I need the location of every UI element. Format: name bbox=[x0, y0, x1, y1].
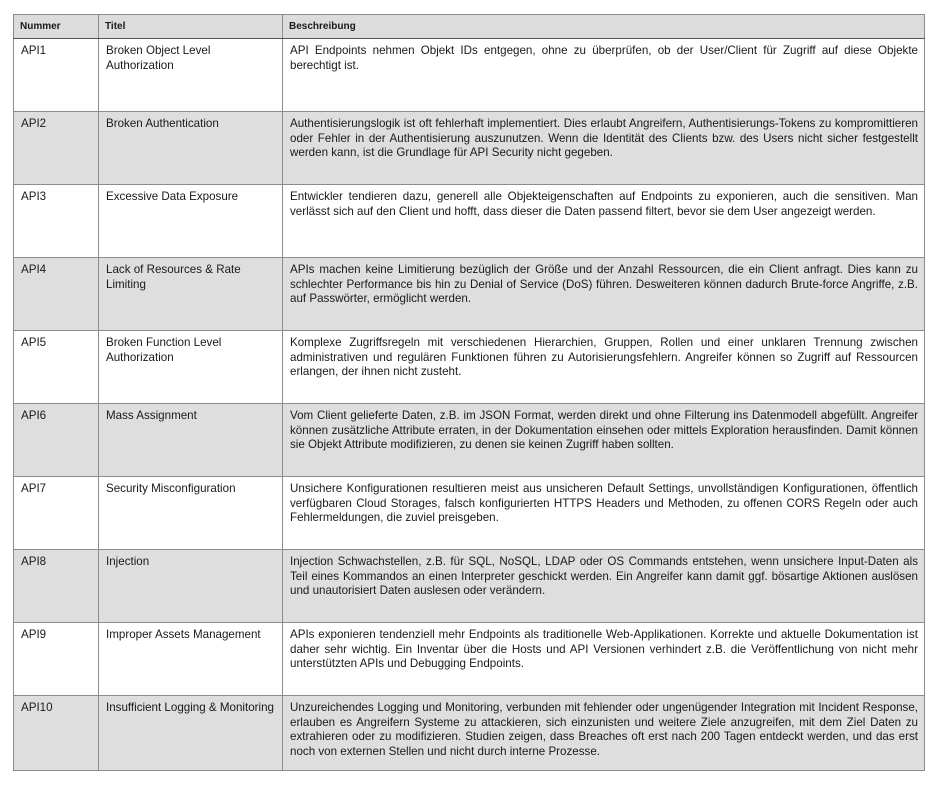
row-description: API Endpoints nehmen Objekt IDs entgegen, ohne zu überprüfen, ob der User/Client für Zugriff auf diese Objekte berechtigt ist. bbox=[283, 39, 925, 112]
row-description: APIs machen keine Limitierung bezüglich der Größe und der Anzahl Ressourcen, die ein Client anfragt. Dies kann zu schlechter Performance bis hin zu Denial of Service (DoS) führen. Desweiteren können dadurch Brute-force Angriffe, z.B. auf Passwörter, ermöglicht werden. bbox=[283, 258, 925, 331]
table-row bbox=[14, 550, 925, 623]
row-title: Injection bbox=[99, 550, 283, 623]
table-header bbox=[14, 15, 925, 39]
row-description: Komplexe Zugriffsregeln mit verschiedenen Hierarchien, Gruppen, Rollen und einer unklaren Trennung zwischen administrativen und regulären Funktionen führen zu Autorisierungsfehlern. Angreifer können so Zugriff auf Ressourcen erlangen, der ihnen nicht zusteht. bbox=[283, 331, 925, 404]
table-row bbox=[14, 696, 925, 771]
row-number: API3 bbox=[14, 185, 99, 258]
row-title: Broken Authentication bbox=[99, 112, 283, 185]
header-row bbox=[14, 15, 925, 39]
row-title: Mass Assignment bbox=[99, 404, 283, 477]
row-number: API1 bbox=[14, 39, 99, 112]
header-number: Nummer bbox=[14, 15, 99, 39]
row-title: Broken Object Level Authorization bbox=[99, 39, 283, 112]
header-title: Titel bbox=[99, 15, 283, 39]
api-risk-table-container bbox=[13, 14, 924, 771]
table-body bbox=[14, 39, 925, 771]
table-row bbox=[14, 258, 925, 331]
row-number: API9 bbox=[14, 623, 99, 696]
row-title: Insufficient Logging & Monitoring bbox=[99, 696, 283, 771]
row-number: API7 bbox=[14, 477, 99, 550]
row-number: API2 bbox=[14, 112, 99, 185]
row-description: Unsichere Konfigurationen resultieren meist aus unsicheren Default Settings, unvollständigen Konfigurationen, öffentlich verfügbaren Cloud Storages, falsch konfigurierten HTTPS Headers und Methoden, zu offenen CORS Regeln oder auch Fehlermeldungen, die zuviel preisgeben. bbox=[283, 477, 925, 550]
row-number: API5 bbox=[14, 331, 99, 404]
table-row bbox=[14, 623, 925, 696]
row-number: API6 bbox=[14, 404, 99, 477]
row-description: Entwickler tendieren dazu, generell alle Objekteigenschaften auf Endpoints zu exponieren, auch die sensitiven. Man verlässt sich auf den Client und hofft, dass dieser die Daten passend filtert, bevor sie dem User angezeigt werden. bbox=[283, 185, 925, 258]
table-row bbox=[14, 331, 925, 404]
row-description: Vom Client gelieferte Daten, z.B. im JSON Format, werden direkt und ohne Filterung ins Datenmodell abgefüllt. Angreifer können zusätzliche Attribute erraten, in der Dokumentation einsehen oder mittels Exploration herausfinden. Damit können sie Objekt Attribute modifizieren, zu denen sie keinen Zugriff haben sollten. bbox=[283, 404, 925, 477]
table-row bbox=[14, 404, 925, 477]
row-title: Security Misconfiguration bbox=[99, 477, 283, 550]
table-row bbox=[14, 112, 925, 185]
row-description: APIs exponieren tendenziell mehr Endpoints als traditionelle Web-Applikationen. Korrekte und aktuelle Dokumentation ist daher sehr wichtig. Ein Inventar über die Hosts und API Versionen verhindert z.B. die Veröffentlichung von nicht mehr unterstützten APIs und Debugging Endpoints. bbox=[283, 623, 925, 696]
row-number: API10 bbox=[14, 696, 99, 771]
row-title: Improper Assets Management bbox=[99, 623, 283, 696]
api-risk-table bbox=[13, 14, 925, 771]
row-title: Broken Function Level Authorization bbox=[99, 331, 283, 404]
table-row bbox=[14, 477, 925, 550]
row-number: API8 bbox=[14, 550, 99, 623]
row-description: Authentisierungslogik ist oft fehlerhaft implementiert. Dies erlaubt Angreifern, Authentisierungs-Tokens zu kompromittieren oder Fehler in der Authentisierung auszunutzen. Wenn die Identität des Clients bzw. des Users nicht sicher festgestellt werden kann, ist die Grundlage für API Security nicht gegeben. bbox=[283, 112, 925, 185]
row-title: Lack of Resources & Rate Limiting bbox=[99, 258, 283, 331]
row-number: API4 bbox=[14, 258, 99, 331]
table-row bbox=[14, 185, 925, 258]
header-description: Beschreibung bbox=[283, 15, 925, 39]
row-description: Unzureichendes Logging und Monitoring, verbunden mit fehlender oder ungenügender Integration mit Incident Response, erlauben es Angreifern Systeme zu attackieren, sich einzunisten und weitere Ziele anzugreifen, mit dem Ziel Daten zu extrahieren oder zu modifizieren. Studien zeigen, dass Breaches oft erst nach 200 Tagen entdeckt werden, und das erst noch von externen Stellen und nicht durch interne Prozesse. bbox=[283, 696, 925, 771]
table-row bbox=[14, 39, 925, 112]
row-title: Excessive Data Exposure bbox=[99, 185, 283, 258]
row-description: Injection Schwachstellen, z.B. für SQL, NoSQL, LDAP oder OS Commands entstehen, wenn unsichere Input-Daten als Teil eines Kommandos an einen Interpreter geschickt werden. Ein Angreifer kann damit ggf. bösartige Aktionen auslösen und unautorisiert Daten auslesen oder verändern. bbox=[283, 550, 925, 623]
